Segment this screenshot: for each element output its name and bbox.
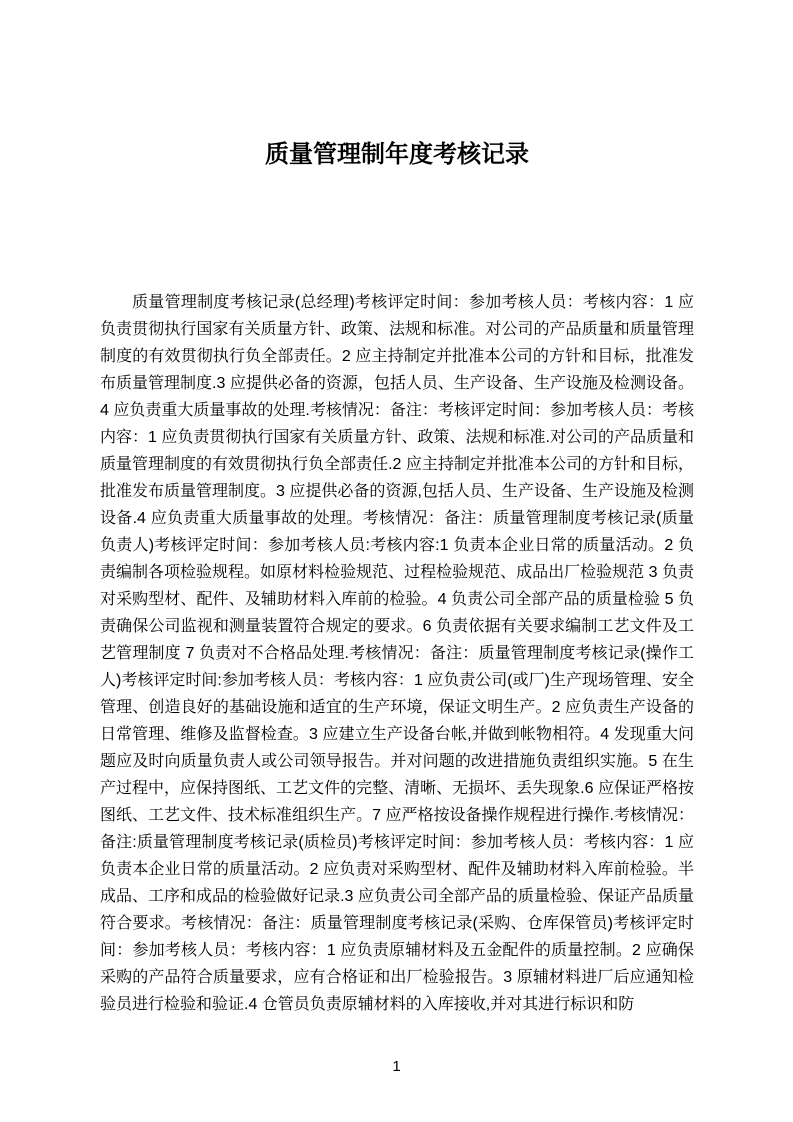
body-paragraph: 质量管理制度考核记录(总经理)考核评定时间：参加考核人员：考核内容：1 应负责贯彻执行国家有关质量方针、政策、法规和标准。对公司的产品质量和质量管理制度的有效贯彻执行负全部责任。2 应主持制定并批准本公司的方针和目标，批准发布质量管理制度.3 应提供必备的资源，包括人员、生产设备、生产设施及检测设备。4 应负责重大质量事故的处理.考核情况：备注：考核评定时间：参加考核人员：考核内容：1 应负责贯彻执行国家有关质量方针、政策、法规和标准.对公司的产品质量和质量管理制度的有效贯彻执行负全部责任.2 应主持制定并批准本公司的方针和目标，批准发布质量管理制度。3 应提供必备的资源,包括人员、生产设备、生产设施及检测设备.4 应负责重大质量事故的处理。考核情况：备注：质量管理制度考核记录(质量负责人)考核评定时间：参加考核人员:考核内容:1 负责本企业日常的质量活动。2 负责编制各项检验规程。如原材料检验规范、过程检验规范、成品出厂检验规范 3 负责对采购型材、配件、及辅助材料入库前的检验。4 负责公司全部产品的质量检验 5 负责确保公司监视和测量装置符合规定的要求。6 负责依据有关要求编制工艺文件及工艺管理制度 7 负责对不合格品处理.考核情况：备注：质量管理制度考核记录(操作工人)考核评定时间:参加考核人员：考核内容：1 应负责公司(或厂)生产现场管理、安全管理、创造良好的基础设施和适宜的生产环境，保证文明生产。2 应负责生产设备的日常管理、维修及监督检查。3 应建立生产设备台帐,并做到帐物相符。4 发现重大问题应及时向质量负责人或公司领导报告。并对问题的改进措施负责组织实施。5 在生产过程中，应保持图纸、工艺文件的完整、清晰、无损坏、丢失现象.6 应保证严格按图纸、工艺文件、技术标准组织生产。7 应严格按设备操作规程进行操作.考核情况：备注:质量管理制度考核记录(质检员)考核评定时间：参加考核人员：考核内容：1 应负责本企业日常的质量活动。2 应负责对采购型材、配件及辅助材料入库前检验。半成品、工序和成品的检验做好记录.3 应负责公司全部产品的质量检验、保证产品质量符合要求。考核情况：备注：质量管理制度考核记录(采购、仓库保管员)考核评定时间：参加考核人员：考核内容：1 应负责原辅材料及五金配件的质量控制。2 应确保采购的产品符合质量要求，应有合格证和出厂检验报告。3 原辅材料进厂后应通知检验员进行检验和验证.4 仓管员负责原辅材料的入库接收,并对其进行标识和防 [100,294,694,1013]
document-body [100,289,694,1018]
page-number: 1 [392,1058,401,1075]
document-title: 质量管理制年度考核记录 [265,141,529,168]
